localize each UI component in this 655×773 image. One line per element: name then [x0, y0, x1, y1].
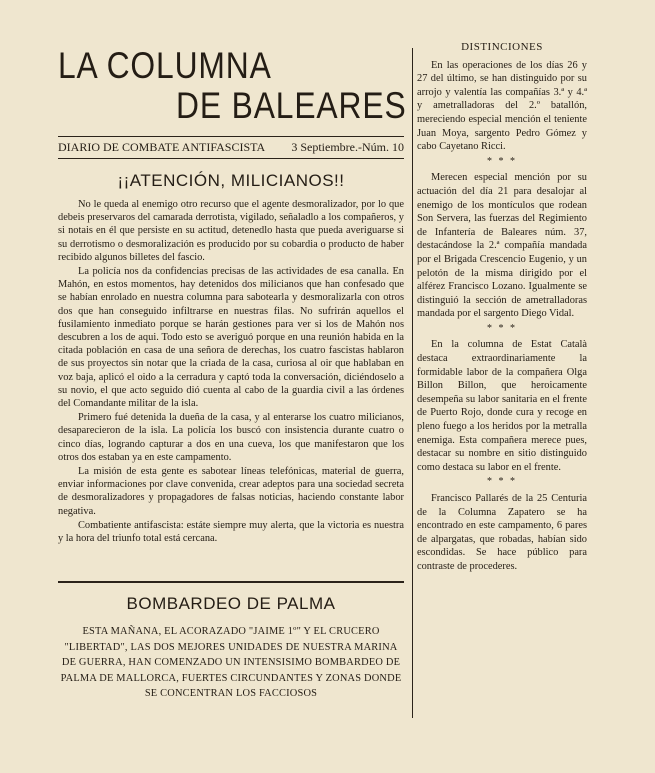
bombardeo-headline: BOMBARDEO DE PALMA	[126, 594, 336, 613]
distincion-block: Merecen especial mención por su actuación del día 21 para desalojar al enemigo de los montículos que rodean Son Servera, las fuerzas del Regimiento de Infantería de Baleares núm. 37, destacándose la 2.ª compañía mandada por el Brigada Crescencio Eugenio, y un pelotón de la misma dirigido por el alférez Francisco Lozano. Igualmente se distinguió la sección de ametralladoras mandada por el sargento Diego Vidal.	[417, 172, 587, 320]
masthead-bottom-rule	[58, 158, 404, 159]
main-article-body	[58, 198, 404, 546]
masthead-title-line1: LA COLUMNA	[58, 45, 272, 86]
distincion-block: En las operaciones de los días 26 y 27 del último, se han distinguido por su arrojo y valentía las compañías 3.ª y 4.ª y ametralladoras del 2.º batallón, mereciendo especial mención el teniente Juan Moya, sargento Pedro Gómez y cabo Cayetano Ricci.	[417, 59, 587, 153]
article-paragraph: La policía nos da confidencias precisas de las actividades de esa canalla. En Mahón, en estos momentos, hay detenidos dos milicianos que han confesado que se habían enrolado en nuestra columna para sabotearla y desmoralizarla con otros dos que han conseguido infiltrarse en nuestras filas. No sufrirán aquellos el fusilamiento inmediato porque se harán gestiones para ver si los de Mahón nos descubren a los de aqui. Todo esto se averiguó porque en una reunión habida en la citada población en casa de una señora de derechas, los cuatro fascistas hablaron de sus proyectos sin notar que la criada de la casa, curiosa al oir que hablaban en voz baja, aplicó el oido a la cerradura y captó toda la conversación, diciéndoselo a su novio, el que acto seguido dió cuenta al cabo de la guardia civil a las órdenes del Comandante militar de la isla.	[58, 266, 404, 410]
article-paragraph: La misión de esta gente es sabotear líneas telefónicas, material de guerra, enviar informaciones por clave convenida, crear adeptos para una sociedad secreta de desmoralizadores y propagadores de falsas noticias, haciendo constante labor negativa.	[58, 466, 404, 517]
distinciones-title: DISTINCIONES	[461, 41, 543, 53]
masthead-top-rule	[58, 136, 404, 137]
distinciones-column	[417, 41, 587, 574]
stars-separator: * * *	[487, 322, 517, 334]
article-paragraph: Combatiente antifascista: estáte siempre muy alerta, que la victoria es nuestra y la hora del triunfo total está cercana.	[58, 519, 404, 545]
newspaper-subtitle: DIARIO DE COMBATE ANTIFASCISTA	[58, 140, 266, 154]
bombardeo-text: ESTA MAÑANA, EL ACORAZADO "JAIME 1º" Y EL CRUCERO "LIBERTAD", LAS DOS MEJORES UNIDADES DE NUESTRA MARINA DE GUERRA, HAN COMENZADO UN INTENSISIMO BOMBARDEO DE PALMA DE MALLORCA, FUERTES CIRCUNDANTES Y ZONAS DONDE SE CONCENTRAN LOS FACCIOSOS	[60, 626, 402, 699]
column-divider	[412, 48, 413, 718]
stars-separator: * * *	[487, 155, 517, 167]
article-headline: ¡¡ATENCIÓN, MILICIANOS!!	[117, 171, 345, 190]
dateline	[58, 140, 404, 155]
article-paragraph: Primero fué detenida la dueña de la casa, y al enterarse los cuatro milicianos, desaparecieron de la isla. La policía los buscó con insistencia durante cuatro o cinco días, logrando capturar a dos en una cueva, los que manifestaron que los otros dos estaban ya en este campamento.	[58, 412, 404, 463]
section-divider	[58, 581, 404, 583]
masthead-title-line2: DE BALEARES	[176, 85, 407, 126]
distincion-block: En la columna de Estat Català destaca extraordinariamente la formidable labor de la compañera Olga Billon Billon, que heroicamente desempeña su labor sanitaria en el frente de Puerto Rojo, donde cura y recoge en pleno fuego a los heridos por la metralla enemiga. Esta compañera merece pues, destacar su nombre en sitio distinguido como destaca su labor en el frente.	[417, 339, 587, 473]
masthead	[58, 46, 408, 126]
issue-date: 3 Septiembre.-Núm. 10	[291, 140, 404, 154]
stars-separator: * * *	[487, 476, 517, 488]
distincion-block: Francisco Pallarés de la 25 Centuria de la Columna Zapatero se ha encontrado en este campamento, 6 pares de alpargatas, que robadas, habían sido escondidas. Se hace público para contraste de procederes.	[417, 493, 587, 572]
article-paragraph: No le queda al enemigo otro recurso que el agente desmoralizador, por lo que debeis preservaros del camarada derrotista, vigilado, señaladlo a los compañeros, y si notais en él que persiste en su actitud, detenedlo hasta que pueda averiguarse si su derrotismo o desmoralización es producido por su cobardia o producto de haber recibido algunos billetes del fascio.	[58, 199, 404, 263]
